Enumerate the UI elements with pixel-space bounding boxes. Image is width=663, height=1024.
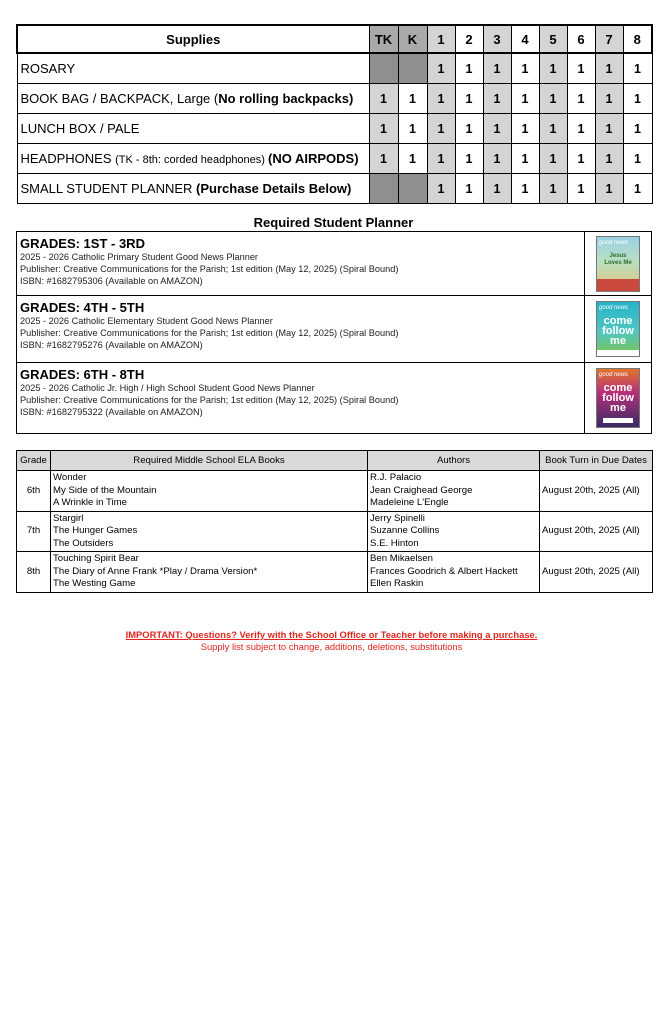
books-body <box>17 471 653 593</box>
supply-qty-cell: 1 <box>483 144 511 174</box>
supply-qty-cell: 1 <box>623 174 652 204</box>
supply-qty-cell: 1 <box>595 144 623 174</box>
supply-row <box>17 174 652 204</box>
planner-row <box>17 232 652 296</box>
supply-item <box>17 84 369 114</box>
books-header-titles: Required Middle School ELA Books <box>51 451 368 471</box>
supply-qty-cell <box>369 174 398 204</box>
supply-qty-cell: 1 <box>539 174 567 204</box>
supply-qty-cell: 1 <box>427 53 455 84</box>
books-header-grade: Grade <box>17 451 51 471</box>
planner-cover-cell <box>585 363 652 434</box>
supply-qty-cell: 1 <box>567 174 595 204</box>
book-title: The Westing Game <box>53 578 136 589</box>
supply-qty-cell: 1 <box>539 84 567 114</box>
supply-qty-cell: 1 <box>427 84 455 114</box>
planner-info <box>17 363 585 434</box>
supply-item-tail: ) <box>348 91 354 106</box>
supply-qty-cell: 1 <box>455 53 483 84</box>
planner-isbn: ISBN: #1682795322 (Available on AMAZON) <box>20 407 203 417</box>
supply-item-emphasis: (Purchase Details Below) <box>196 181 352 196</box>
book-due-date: August 20th, 2025 (All) <box>540 552 653 593</box>
planner-grades: GRADES: 1ST - 3RD <box>20 236 145 251</box>
grade-header: 8 <box>623 25 652 53</box>
planner-row <box>17 363 652 434</box>
book-authors <box>368 471 540 512</box>
supply-row <box>17 53 652 84</box>
supplies-header-row <box>17 25 652 53</box>
supply-row <box>17 114 652 144</box>
supply-qty-cell <box>398 53 427 84</box>
book-grade: 8th <box>17 552 51 593</box>
book-author: R.J. Palacio <box>370 472 422 483</box>
book-title: The Diary of Anne Frank *Play / Drama Version* <box>53 565 258 577</box>
grade-header: 1 <box>427 25 455 53</box>
subject-to-change-note: Supply list subject to change, additions, deletions, substitutions <box>200 641 463 652</box>
supply-qty-cell: 1 <box>595 84 623 114</box>
planner-cover-cell <box>585 296 652 363</box>
supply-item <box>17 144 369 174</box>
supply-item-label: ROSARY <box>20 61 76 76</box>
supply-qty-cell: 1 <box>511 84 539 114</box>
book-grade: 6th <box>17 471 51 512</box>
planner-grades: GRADES: 4TH - 5TH <box>20 300 145 315</box>
planner-table <box>16 231 652 434</box>
planner-publisher: Publisher: Creative Communications for the Parish; 1st edition (May 12, 2025) (Spiral Bound) <box>20 264 399 274</box>
planner-publisher: Publisher: Creative Communications for the Parish; 1st edition (May 12, 2025) (Spiral Bound) <box>20 395 399 405</box>
planner-cover-image: good news Jesus Loves Me <box>596 236 640 292</box>
book-title: Wonder <box>53 472 87 483</box>
book-row <box>17 471 653 512</box>
book-title: The Outsiders <box>53 537 114 549</box>
planner-isbn: ISBN: #1682795276 (Available on AMAZON) <box>20 340 203 350</box>
book-due-date: August 20th, 2025 (All) <box>540 511 653 552</box>
supply-qty-cell: 1 <box>483 174 511 204</box>
supply-item-note: (TK - 8th: corded headphones) <box>115 154 269 166</box>
supply-item-emphasis: No rolling backpacks <box>218 91 349 106</box>
supply-qty-cell: 1 <box>623 84 652 114</box>
book-titles <box>51 471 368 512</box>
book-titles <box>51 511 368 552</box>
supply-qty-cell <box>369 53 398 84</box>
supply-item-emphasis: (NO AIRPODS) <box>268 151 359 166</box>
supply-qty-cell: 1 <box>511 53 539 84</box>
supply-qty-cell: 1 <box>455 84 483 114</box>
book-authors <box>368 511 540 552</box>
supply-qty-cell: 1 <box>483 53 511 84</box>
planner-cover-image: good news come follow me <box>596 368 640 428</box>
planner-info <box>17 296 585 363</box>
grade-header: 4 <box>511 25 539 53</box>
supply-qty-cell: 1 <box>483 114 511 144</box>
supplies-table <box>16 24 653 204</box>
supply-qty-cell: 1 <box>455 114 483 144</box>
supply-qty-cell: 1 <box>623 114 652 144</box>
grade-header: 5 <box>539 25 567 53</box>
supply-qty-cell: 1 <box>398 84 427 114</box>
supply-qty-cell: 1 <box>539 144 567 174</box>
book-title: Stargirl <box>53 512 84 524</box>
planner-cover-cell <box>585 232 652 296</box>
supply-item-label: BOOK BAG / BACKPACK, Large ( <box>20 91 219 106</box>
supply-qty-cell: 1 <box>455 144 483 174</box>
book-author: Madeleine L'Engle <box>370 497 449 508</box>
supply-item-label: LUNCH BOX / PALE <box>20 121 140 136</box>
supply-qty-cell: 1 <box>623 53 652 84</box>
supply-qty-cell: 1 <box>595 53 623 84</box>
grade-header: TK <box>369 25 398 53</box>
books-header-row <box>17 451 653 471</box>
book-title: Touching Spirit Bear <box>53 553 139 564</box>
book-author: S.E. Hinton <box>370 537 419 549</box>
supply-qty-cell <box>398 174 427 204</box>
book-author: Jean Craighead George <box>370 484 473 496</box>
planner-publisher: Publisher: Creative Communications for the Parish; 1st edition (May 12, 2025) (Spiral Bound) <box>20 328 399 338</box>
book-author: Jerry Spinelli <box>370 512 425 524</box>
planner-info <box>17 232 585 296</box>
supply-qty-cell: 1 <box>427 114 455 144</box>
grade-header: 7 <box>595 25 623 53</box>
book-row <box>17 511 653 552</box>
ela-books-table <box>16 450 653 593</box>
supply-qty-cell: 1 <box>427 174 455 204</box>
supply-qty-cell: 1 <box>398 114 427 144</box>
supply-qty-cell: 1 <box>511 114 539 144</box>
grade-header: 3 <box>483 25 511 53</box>
planner-name: 2025 - 2026 Catholic Primary Student Good News Planner <box>20 252 258 262</box>
supply-qty-cell: 1 <box>623 144 652 174</box>
book-grade: 7th <box>17 511 51 552</box>
supply-item <box>17 53 369 84</box>
grade-header: 2 <box>455 25 483 53</box>
supply-qty-cell: 1 <box>483 84 511 114</box>
supply-item-label: SMALL STUDENT PLANNER <box>20 181 197 196</box>
book-row <box>17 552 653 593</box>
book-title: My Side of the Mountain <box>53 484 157 496</box>
supply-qty-cell: 1 <box>427 144 455 174</box>
supply-row <box>17 84 652 114</box>
supply-item-label: HEADPHONES <box>20 151 116 166</box>
planner-grades: GRADES: 6TH - 8TH <box>20 367 145 382</box>
supply-item <box>17 174 369 204</box>
supply-qty-cell: 1 <box>398 144 427 174</box>
supply-row <box>17 144 652 174</box>
supply-qty-cell: 1 <box>455 174 483 204</box>
supply-qty-cell: 1 <box>511 174 539 204</box>
planner-row <box>17 296 652 363</box>
books-header-due: Book Turn in Due Dates <box>540 451 653 471</box>
supply-qty-cell: 1 <box>567 53 595 84</box>
supply-qty-cell: 1 <box>369 114 398 144</box>
planner-section-title: Required Student Planner <box>253 215 414 230</box>
supply-item <box>17 114 369 144</box>
supply-qty-cell: 1 <box>369 84 398 114</box>
important-notice: IMPORTANT: Questions? Verify with the School Office or Teacher before making a purchase. <box>125 629 538 640</box>
book-title: The Hunger Games <box>53 525 138 536</box>
supplies-header: Supplies <box>17 25 369 53</box>
book-authors <box>368 552 540 593</box>
supply-qty-cell: 1 <box>567 114 595 144</box>
book-title: A Wrinkle in Time <box>53 497 127 508</box>
book-author: Ellen Raskin <box>370 578 424 589</box>
supply-qty-cell: 1 <box>369 144 398 174</box>
planner-name: 2025 - 2026 Catholic Elementary Student Good News Planner <box>20 316 273 326</box>
book-author: Ben Mikaelsen <box>370 553 433 564</box>
supply-qty-cell: 1 <box>567 144 595 174</box>
grade-header: 6 <box>567 25 595 53</box>
book-due-date: August 20th, 2025 (All) <box>540 471 653 512</box>
supply-qty-cell: 1 <box>595 114 623 144</box>
planner-name: 2025 - 2026 Catholic Jr. High / High School Student Good News Planner <box>20 383 315 393</box>
supply-qty-cell: 1 <box>595 174 623 204</box>
books-header-authors: Authors <box>368 451 540 471</box>
book-author: Frances Goodrich & Albert Hackett <box>370 565 518 577</box>
supply-qty-cell: 1 <box>539 114 567 144</box>
book-author: Suzanne Collins <box>370 525 440 536</box>
grade-header: K <box>398 25 427 53</box>
planner-isbn: ISBN: #1682795306 (Available on AMAZON) <box>20 276 203 286</box>
supply-qty-cell: 1 <box>539 53 567 84</box>
supplies-body <box>17 53 652 204</box>
planner-cover-image: good news come follow me <box>596 301 640 357</box>
supply-qty-cell: 1 <box>511 144 539 174</box>
book-titles <box>51 552 368 593</box>
supply-qty-cell: 1 <box>567 84 595 114</box>
